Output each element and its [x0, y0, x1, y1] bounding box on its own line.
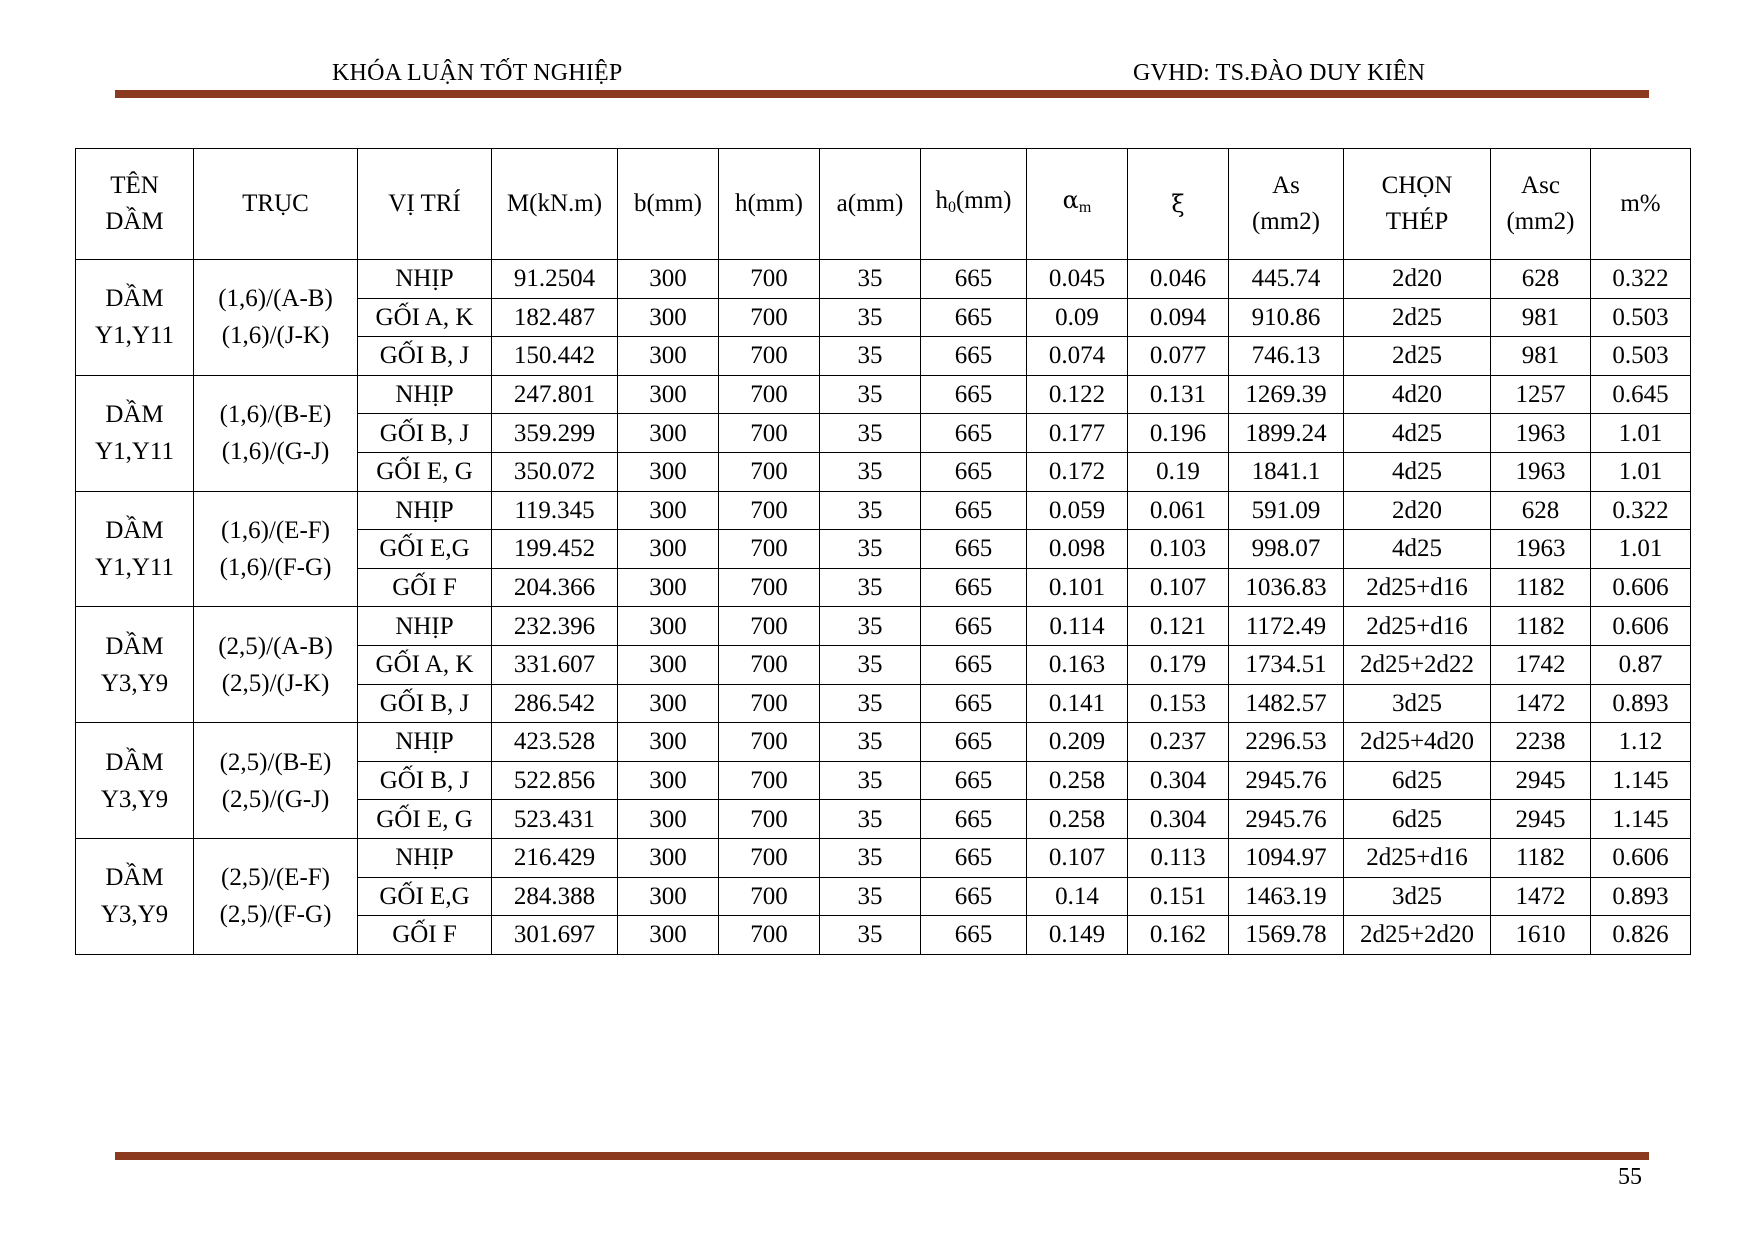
cell-h0: 665: [921, 491, 1027, 530]
cell-h: 700: [719, 568, 820, 607]
cell-b: 300: [618, 337, 719, 376]
cell-as: 1094.97: [1229, 838, 1344, 877]
footer-rule: [115, 1152, 1649, 1160]
cell-moment: 423.528: [492, 723, 618, 762]
cell-asc: 1963: [1491, 452, 1591, 491]
cell-position: GỐI E,G: [358, 877, 492, 916]
cell-alpha-m: 0.074: [1027, 337, 1128, 376]
cell-h: 700: [719, 684, 820, 723]
cell-position: GỐI B, J: [358, 414, 492, 453]
cell-a: 35: [820, 761, 921, 800]
cell-h: 700: [719, 298, 820, 337]
cell-m-percent: 0.322: [1591, 491, 1691, 530]
cell-a: 35: [820, 877, 921, 916]
cell-beam-name: DẦM Y3,Y9: [76, 607, 194, 723]
cell-position: NHỊP: [358, 607, 492, 646]
cell-m-percent: 1.145: [1591, 761, 1691, 800]
table-row: [76, 838, 1691, 877]
cell-position: NHỊP: [358, 375, 492, 414]
cell-h0: 665: [921, 607, 1027, 646]
cell-xi: 0.153: [1128, 684, 1229, 723]
cell-as: 910.86: [1229, 298, 1344, 337]
cell-h: 700: [719, 260, 820, 299]
cell-h0: 665: [921, 568, 1027, 607]
cell-steel-choice: 4d20: [1344, 375, 1491, 414]
cell-b: 300: [618, 723, 719, 762]
cell-h0: 665: [921, 530, 1027, 569]
cell-xi: 0.094: [1128, 298, 1229, 337]
cell-m-percent: 0.322: [1591, 260, 1691, 299]
cell-alpha-m: 0.059: [1027, 491, 1128, 530]
cell-as: 591.09: [1229, 491, 1344, 530]
cell-alpha-m: 0.149: [1027, 916, 1128, 955]
cell-moment: 216.429: [492, 838, 618, 877]
cell-steel-choice: 2d25+d16: [1344, 568, 1491, 607]
cell-h0: 665: [921, 761, 1027, 800]
cell-m-percent: 0.503: [1591, 337, 1691, 376]
cell-h: 700: [719, 414, 820, 453]
col-header-b: b(mm): [618, 149, 719, 260]
cell-b: 300: [618, 645, 719, 684]
cell-a: 35: [820, 491, 921, 530]
cell-steel-choice: 2d25+d16: [1344, 607, 1491, 646]
cell-as: 998.07: [1229, 530, 1344, 569]
cell-h0: 665: [921, 800, 1027, 839]
cell-h: 700: [719, 916, 820, 955]
cell-asc: 628: [1491, 491, 1591, 530]
cell-a: 35: [820, 723, 921, 762]
cell-moment: 301.697: [492, 916, 618, 955]
cell-beam-name: DẦM Y1,Y11: [76, 491, 194, 607]
cell-h0: 665: [921, 838, 1027, 877]
cell-h0: 665: [921, 298, 1027, 337]
cell-h0: 665: [921, 645, 1027, 684]
cell-h: 700: [719, 452, 820, 491]
cell-h: 700: [719, 375, 820, 414]
cell-steel-choice: 2d25: [1344, 337, 1491, 376]
cell-b: 300: [618, 761, 719, 800]
cell-h: 700: [719, 761, 820, 800]
cell-moment: 523.431: [492, 800, 618, 839]
cell-m-percent: 0.503: [1591, 298, 1691, 337]
cell-axis: (1,6)/(E-F) (1,6)/(F-G): [194, 491, 358, 607]
cell-asc: 1182: [1491, 838, 1591, 877]
table-row: [76, 491, 1691, 530]
cell-as: 1482.57: [1229, 684, 1344, 723]
cell-a: 35: [820, 375, 921, 414]
cell-as: 746.13: [1229, 337, 1344, 376]
beam-reinforcement-table: [75, 148, 1691, 955]
cell-asc: 1742: [1491, 645, 1591, 684]
cell-asc: 2945: [1491, 761, 1591, 800]
cell-m-percent: 1.145: [1591, 800, 1691, 839]
table-row: [76, 260, 1691, 299]
table-body: [76, 260, 1691, 955]
cell-moment: 247.801: [492, 375, 618, 414]
cell-as: 1841.1: [1229, 452, 1344, 491]
cell-h0: 665: [921, 877, 1027, 916]
col-header-as: As (mm2): [1229, 149, 1344, 260]
cell-moment: 350.072: [492, 452, 618, 491]
cell-xi: 0.107: [1128, 568, 1229, 607]
cell-xi: 0.103: [1128, 530, 1229, 569]
cell-as: 1036.83: [1229, 568, 1344, 607]
col-header-beam-name: TÊN DẦM: [76, 149, 194, 260]
cell-alpha-m: 0.098: [1027, 530, 1128, 569]
cell-h0: 665: [921, 452, 1027, 491]
cell-position: GỐI E, G: [358, 452, 492, 491]
cell-axis: (2,5)/(A-B) (2,5)/(J-K): [194, 607, 358, 723]
cell-position: GỐI B, J: [358, 761, 492, 800]
cell-m-percent: 0.606: [1591, 607, 1691, 646]
cell-a: 35: [820, 800, 921, 839]
cell-as: 445.74: [1229, 260, 1344, 299]
cell-xi: 0.113: [1128, 838, 1229, 877]
cell-steel-choice: 2d25+4d20: [1344, 723, 1491, 762]
cell-h: 700: [719, 800, 820, 839]
cell-alpha-m: 0.107: [1027, 838, 1128, 877]
cell-m-percent: 1.12: [1591, 723, 1691, 762]
cell-axis: (1,6)/(A-B) (1,6)/(J-K): [194, 260, 358, 376]
table-row: [76, 723, 1691, 762]
cell-axis: (2,5)/(E-F) (2,5)/(F-G): [194, 838, 358, 954]
cell-asc: 1472: [1491, 877, 1591, 916]
cell-alpha-m: 0.258: [1027, 761, 1128, 800]
col-header-h0: $h_0(mm)$: [921, 149, 1027, 260]
cell-alpha-m: 0.209: [1027, 723, 1128, 762]
page-number: 55: [1618, 1164, 1642, 1190]
cell-alpha-m: 0.14: [1027, 877, 1128, 916]
col-header-moment: M(kN.m): [492, 149, 618, 260]
cell-h0: 665: [921, 414, 1027, 453]
cell-position: GỐI B, J: [358, 684, 492, 723]
cell-m-percent: 1.01: [1591, 530, 1691, 569]
cell-moment: 359.299: [492, 414, 618, 453]
cell-a: 35: [820, 838, 921, 877]
cell-xi: 0.196: [1128, 414, 1229, 453]
col-header-asc: Asc (mm2): [1491, 149, 1591, 260]
cell-moment: 150.442: [492, 337, 618, 376]
cell-h0: 665: [921, 260, 1027, 299]
cell-moment: 204.366: [492, 568, 618, 607]
cell-xi: 0.237: [1128, 723, 1229, 762]
cell-h0: 665: [921, 337, 1027, 376]
table-row: [76, 607, 1691, 646]
cell-h0: 665: [921, 684, 1027, 723]
cell-moment: 91.2504: [492, 260, 618, 299]
table-row: [76, 375, 1691, 414]
cell-xi: 0.121: [1128, 607, 1229, 646]
cell-a: 35: [820, 298, 921, 337]
col-header-a: a(mm): [820, 149, 921, 260]
cell-xi: 0.304: [1128, 761, 1229, 800]
cell-moment: 119.345: [492, 491, 618, 530]
col-header-axis: TRỤC: [194, 149, 358, 260]
cell-position: NHỊP: [358, 260, 492, 299]
cell-steel-choice: 4d25: [1344, 452, 1491, 491]
cell-a: 35: [820, 645, 921, 684]
cell-m-percent: 0.893: [1591, 684, 1691, 723]
cell-as: 1734.51: [1229, 645, 1344, 684]
cell-a: 35: [820, 337, 921, 376]
cell-position: GỐI A, K: [358, 645, 492, 684]
cell-h: 700: [719, 838, 820, 877]
cell-steel-choice: 3d25: [1344, 877, 1491, 916]
cell-asc: 1610: [1491, 916, 1591, 955]
cell-position: NHỊP: [358, 491, 492, 530]
cell-a: 35: [820, 568, 921, 607]
cell-alpha-m: 0.258: [1027, 800, 1128, 839]
cell-axis: (1,6)/(B-E) (1,6)/(G-J): [194, 375, 358, 491]
cell-position: GỐI B, J: [358, 337, 492, 376]
cell-steel-choice: 6d25: [1344, 800, 1491, 839]
cell-asc: 2945: [1491, 800, 1591, 839]
cell-position: NHỊP: [358, 723, 492, 762]
cell-as: 1172.49: [1229, 607, 1344, 646]
cell-asc: 1963: [1491, 530, 1591, 569]
cell-as: 2945.76: [1229, 800, 1344, 839]
cell-m-percent: 0.87: [1591, 645, 1691, 684]
cell-position: GỐI E, G: [358, 800, 492, 839]
col-header-alpha-m: $\alpha_m$: [1027, 149, 1128, 260]
cell-a: 35: [820, 414, 921, 453]
cell-alpha-m: 0.172: [1027, 452, 1128, 491]
cell-position: GỐI F: [358, 568, 492, 607]
cell-as: 1463.19: [1229, 877, 1344, 916]
cell-h0: 665: [921, 723, 1027, 762]
cell-moment: 331.607: [492, 645, 618, 684]
cell-h: 700: [719, 530, 820, 569]
cell-b: 300: [618, 877, 719, 916]
cell-steel-choice: 2d25+2d22: [1344, 645, 1491, 684]
cell-axis: (2,5)/(B-E) (2,5)/(G-J): [194, 723, 358, 839]
cell-alpha-m: 0.101: [1027, 568, 1128, 607]
cell-as: 2296.53: [1229, 723, 1344, 762]
cell-steel-choice: 2d25+d16: [1344, 838, 1491, 877]
cell-beam-name: DẦM Y1,Y11: [76, 375, 194, 491]
cell-steel-choice: 3d25: [1344, 684, 1491, 723]
cell-m-percent: 1.01: [1591, 414, 1691, 453]
cell-a: 35: [820, 916, 921, 955]
cell-b: 300: [618, 916, 719, 955]
cell-asc: 1257: [1491, 375, 1591, 414]
cell-h: 700: [719, 877, 820, 916]
cell-alpha-m: 0.177: [1027, 414, 1128, 453]
cell-h: 700: [719, 491, 820, 530]
cell-b: 300: [618, 530, 719, 569]
cell-h: 700: [719, 723, 820, 762]
cell-m-percent: 0.645: [1591, 375, 1691, 414]
cell-asc: 981: [1491, 337, 1591, 376]
cell-steel-choice: 4d25: [1344, 414, 1491, 453]
cell-a: 35: [820, 684, 921, 723]
cell-m-percent: 0.893: [1591, 877, 1691, 916]
cell-a: 35: [820, 452, 921, 491]
cell-xi: 0.061: [1128, 491, 1229, 530]
cell-steel-choice: 2d20: [1344, 491, 1491, 530]
cell-m-percent: 0.606: [1591, 838, 1691, 877]
cell-b: 300: [618, 838, 719, 877]
cell-b: 300: [618, 452, 719, 491]
cell-steel-choice: 6d25: [1344, 761, 1491, 800]
cell-xi: 0.077: [1128, 337, 1229, 376]
cell-h0: 665: [921, 916, 1027, 955]
header-title: KHÓA LUẬN TỐT NGHIỆP: [332, 60, 623, 86]
cell-xi: 0.046: [1128, 260, 1229, 299]
cell-as: 2945.76: [1229, 761, 1344, 800]
cell-moment: 284.388: [492, 877, 618, 916]
cell-asc: 1182: [1491, 607, 1591, 646]
cell-alpha-m: 0.163: [1027, 645, 1128, 684]
col-header-steel-choice: CHỌN THÉP: [1344, 149, 1491, 260]
col-header-position: VỊ TRÍ: [358, 149, 492, 260]
cell-moment: 286.542: [492, 684, 618, 723]
cell-steel-choice: 2d25+2d20: [1344, 916, 1491, 955]
cell-b: 300: [618, 491, 719, 530]
cell-h: 700: [719, 607, 820, 646]
table-header-row: [76, 149, 1691, 260]
cell-moment: 522.856: [492, 761, 618, 800]
cell-h: 700: [719, 337, 820, 376]
cell-xi: 0.19: [1128, 452, 1229, 491]
cell-b: 300: [618, 260, 719, 299]
cell-h: 700: [719, 645, 820, 684]
cell-m-percent: 0.606: [1591, 568, 1691, 607]
header-rule: [115, 90, 1649, 98]
cell-m-percent: 0.826: [1591, 916, 1691, 955]
cell-alpha-m: 0.122: [1027, 375, 1128, 414]
cell-xi: 0.179: [1128, 645, 1229, 684]
cell-moment: 182.487: [492, 298, 618, 337]
cell-beam-name: DẦM Y3,Y9: [76, 838, 194, 954]
cell-xi: 0.131: [1128, 375, 1229, 414]
cell-beam-name: DẦM Y1,Y11: [76, 260, 194, 376]
cell-steel-choice: 4d25: [1344, 530, 1491, 569]
cell-asc: 2238: [1491, 723, 1591, 762]
cell-alpha-m: 0.114: [1027, 607, 1128, 646]
cell-steel-choice: 2d20: [1344, 260, 1491, 299]
col-header-m-percent: m%: [1591, 149, 1691, 260]
cell-b: 300: [618, 298, 719, 337]
cell-position: GỐI F: [358, 916, 492, 955]
cell-asc: 1963: [1491, 414, 1591, 453]
cell-moment: 199.452: [492, 530, 618, 569]
cell-b: 300: [618, 607, 719, 646]
cell-asc: 1182: [1491, 568, 1591, 607]
cell-alpha-m: 0.141: [1027, 684, 1128, 723]
cell-beam-name: DẦM Y3,Y9: [76, 723, 194, 839]
cell-as: 1269.39: [1229, 375, 1344, 414]
cell-xi: 0.304: [1128, 800, 1229, 839]
cell-h0: 665: [921, 375, 1027, 414]
cell-a: 35: [820, 530, 921, 569]
cell-asc: 628: [1491, 260, 1591, 299]
cell-as: 1569.78: [1229, 916, 1344, 955]
cell-position: GỐI A, K: [358, 298, 492, 337]
cell-alpha-m: 0.09: [1027, 298, 1128, 337]
cell-position: NHỊP: [358, 838, 492, 877]
col-header-xi: ξ: [1128, 149, 1229, 260]
cell-b: 300: [618, 375, 719, 414]
cell-asc: 981: [1491, 298, 1591, 337]
cell-alpha-m: 0.045: [1027, 260, 1128, 299]
cell-as: 1899.24: [1229, 414, 1344, 453]
cell-moment: 232.396: [492, 607, 618, 646]
cell-a: 35: [820, 607, 921, 646]
cell-b: 300: [618, 568, 719, 607]
cell-a: 35: [820, 260, 921, 299]
cell-b: 300: [618, 800, 719, 839]
cell-steel-choice: 2d25: [1344, 298, 1491, 337]
cell-xi: 0.151: [1128, 877, 1229, 916]
cell-b: 300: [618, 414, 719, 453]
cell-xi: 0.162: [1128, 916, 1229, 955]
cell-m-percent: 1.01: [1591, 452, 1691, 491]
header-advisor: GVHD: TS.ĐÀO DUY KIÊN: [1133, 60, 1426, 86]
col-header-h: h(mm): [719, 149, 820, 260]
cell-b: 300: [618, 684, 719, 723]
cell-asc: 1472: [1491, 684, 1591, 723]
cell-position: GỐI E,G: [358, 530, 492, 569]
